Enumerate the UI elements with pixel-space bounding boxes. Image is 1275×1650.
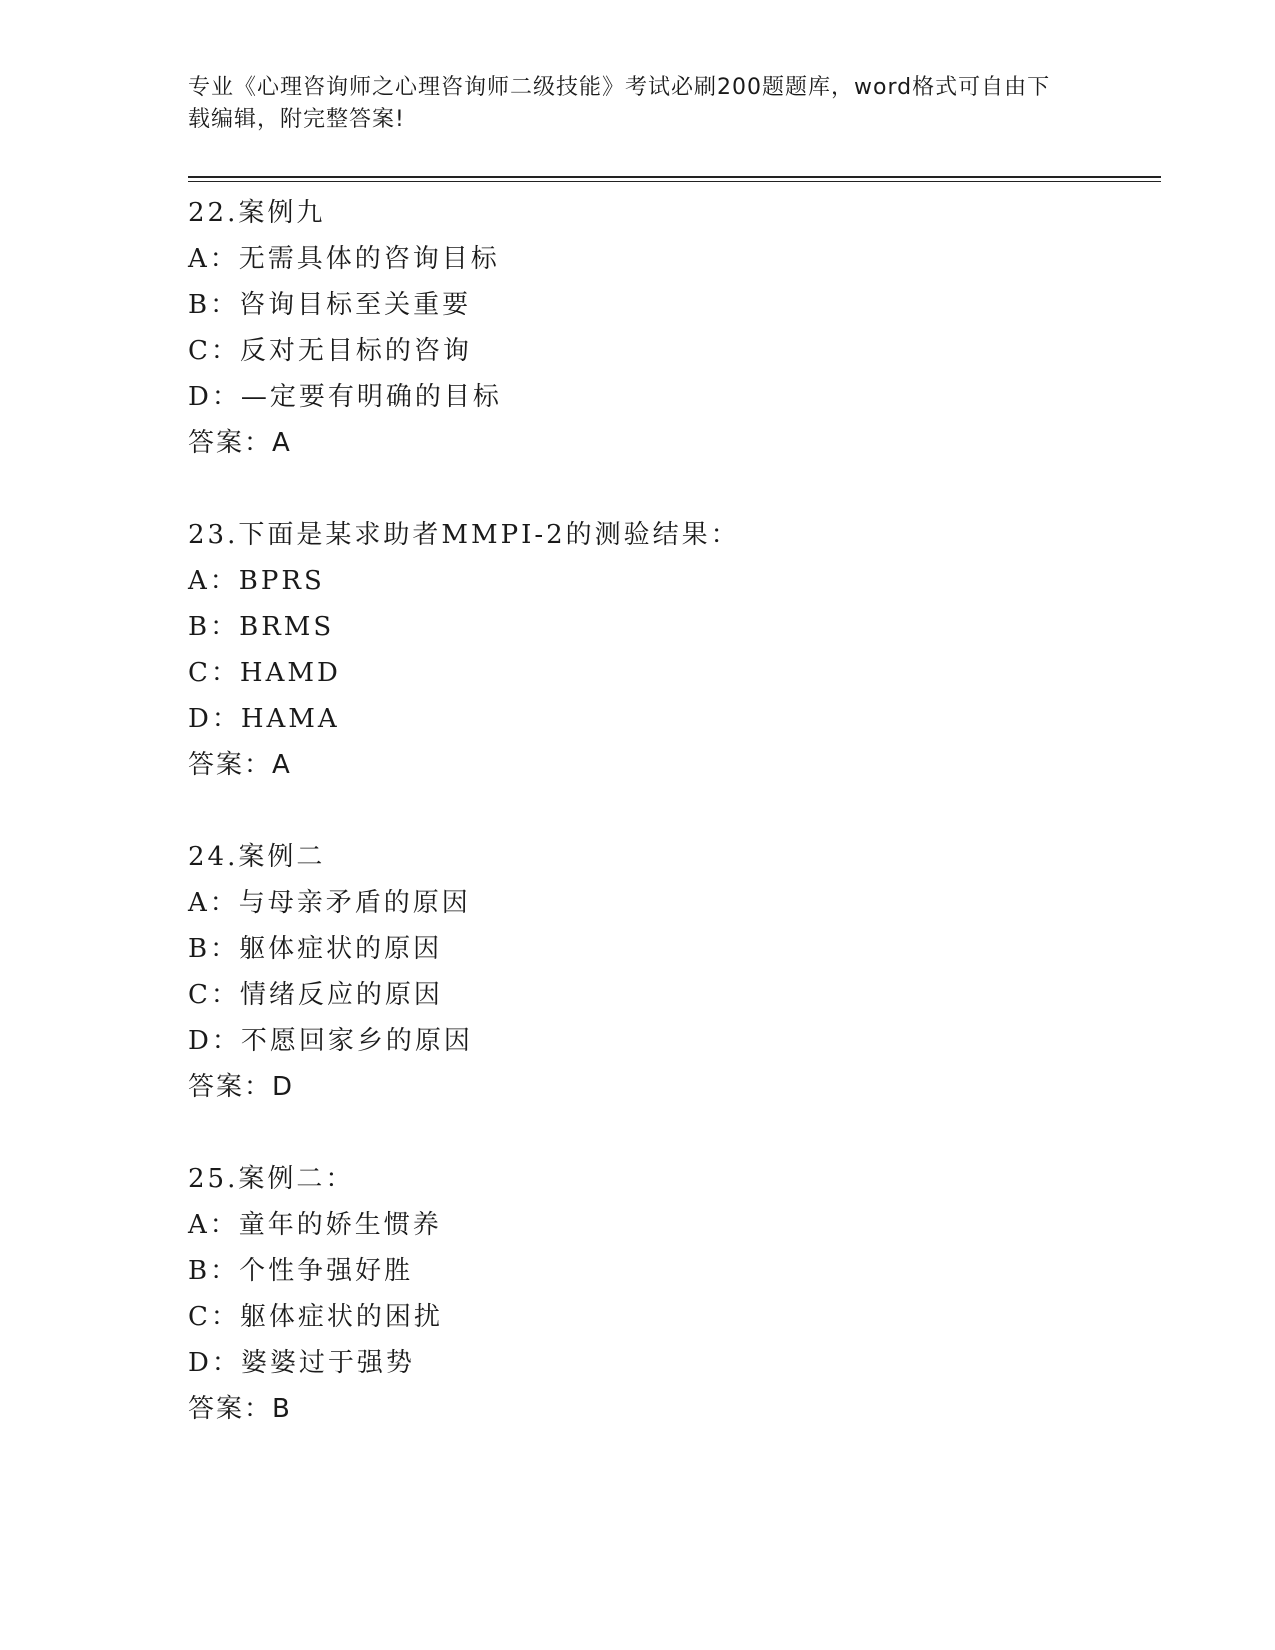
- document-header: 专业《心理咨询师之心理咨询师二级技能》考试必刷200题题库，word格式可自由下载编辑，附完整答案!: [188, 75, 1051, 132]
- option-a: A：与母亲矛盾的原因: [188, 888, 471, 918]
- option-c: C：反对无目标的咨询: [188, 336, 472, 366]
- question-title: 25.案例二：: [188, 1164, 355, 1194]
- option-c: C：躯体症状的困扰: [188, 1302, 443, 1332]
- option-b: B：BRMS: [188, 612, 335, 642]
- option-b: B：个性争强好胜: [188, 1256, 414, 1286]
- question-list: [188, 190, 1161, 1478]
- question-title: 22.案例九: [188, 198, 326, 228]
- option-d: D：不愿回家乡的原因: [188, 1026, 473, 1056]
- answer: 答案：B: [188, 1394, 292, 1424]
- question-23: [188, 512, 1161, 788]
- option-c: C：HAMD: [188, 658, 341, 688]
- option-d: D：—定要有明确的目标: [188, 382, 502, 412]
- question-25: [188, 1156, 1161, 1432]
- header-rule-thin: [188, 181, 1161, 182]
- question-title: 23.下面是某求助者MMPI-2的测验结果：: [188, 520, 740, 550]
- question-title: 24.案例二: [188, 842, 326, 872]
- answer: 答案：A: [188, 750, 292, 780]
- header-rule-thick: [188, 176, 1161, 178]
- option-b: B：咨询目标至关重要: [188, 290, 472, 320]
- option-d: D：HAMA: [188, 704, 340, 734]
- question-24: [188, 834, 1161, 1110]
- option-c: C：情绪反应的原因: [188, 980, 443, 1010]
- option-d: D：婆婆过于强势: [188, 1348, 415, 1378]
- answer: 答案：A: [188, 428, 292, 458]
- option-a: A：无需具体的咨询目标: [188, 244, 500, 274]
- option-b: B：躯体症状的原因: [188, 934, 443, 964]
- question-22: [188, 190, 1161, 466]
- answer: 答案：D: [188, 1072, 295, 1102]
- option-a: A：童年的娇生惯养: [188, 1210, 442, 1240]
- option-a: A：BPRS: [188, 566, 325, 596]
